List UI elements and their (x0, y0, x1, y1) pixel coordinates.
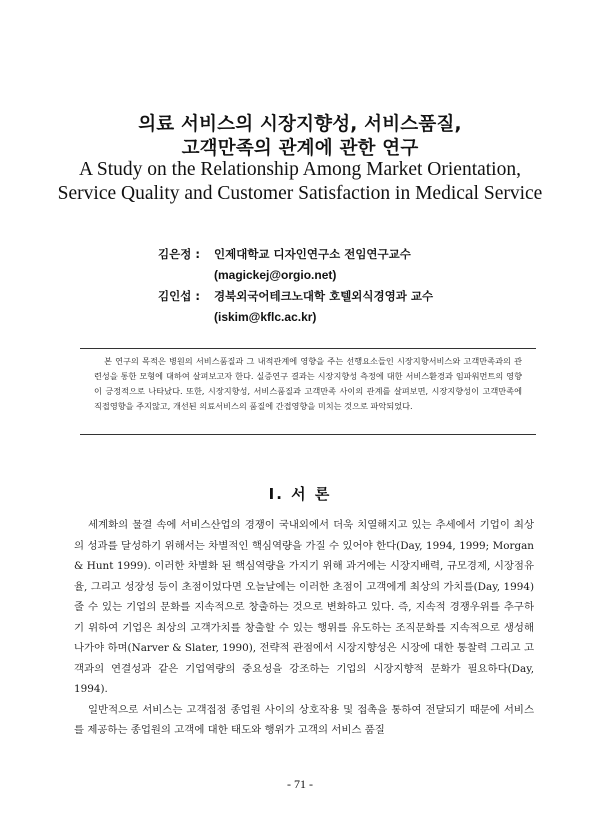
author-1 (158, 244, 433, 265)
author-2-email: (iskim@kflc.ac.kr) (214, 310, 317, 324)
author-1-name: 김은정 : (158, 247, 200, 261)
author-2-name: 김인섭 : (158, 289, 200, 303)
author-1-email: (magickej@orgio.net) (214, 268, 337, 282)
author-1-affiliation: 인제대학교 디자인연구소 전임연구교수 (214, 247, 411, 261)
body-text (74, 515, 534, 741)
author-2-affiliation: 경북외국어테크노대학 호텔외식경영과 교수 (214, 289, 434, 303)
title-korean-line-2: 고객만족의 관계에 관한 연구 (181, 138, 419, 159)
abstract-box (80, 348, 536, 435)
title-english-line-2: Service Quality and Customer Satisfaction in Medical Service (57, 183, 543, 204)
author-2 (158, 286, 433, 307)
section-heading-introduction: I. 서 론 (268, 485, 332, 503)
abstract-text: 본 연구의 목적은 병원의 서비스품질과 그 내적관계에 영향을 주는 선행요소들인 시장지향서비스와 고객만족과의 관련성을 통한 모형에 대하여 살펴보고자 한다. 실증연구 결과는 시장지향성 측정에 대한 서비스환경과 임파워먼트의 영향이 긍정적으로 나타났다. 또한, 시장지향성, 서비스품질과 고객만족 사이의 관계를 살펴보면, 시장지향성이 고객만족에 직접영향을 주지않고, 개선된 의료서비스의 품질에 간접영향을 미치는 것으로 파악되었다. (94, 356, 522, 411)
body-paragraph-1: 세계화의 물결 속에 서비스산업의 경쟁이 국내외에서 더욱 치열해지고 있는 추세에서 기업이 최상의 성과를 달성하기 위해서는 차별적인 핵심역량을 가질 수 있어야 한다(Day, 1994, 1999; Morgan & Hunt 1999). 이러한 차별화 된 핵심역량을 가지기 위해 과거에는 시장지배력, 규모경제, 시장점유율, 그리고 성장성 등이 초점이었다면 오늘날에는 이러한 초점이 고객에게 최상의 가치를(Day, 1994) 줄 수 있는 기업의 문화를 지속적으로 창출하는 것으로 변화하고 있다. 즉, 지속적 경쟁우위를 추구하기 위하여 기업은 최상의 고객가치를 창출할 수 있는 행위를 유도하는 조직문화를 지속적으로 생성해 나가야 하며(Narver & Slater, 1990), 전략적 관점에서 시장지향성은 시장에 대한 통찰력 그리고 고객과의 연결성과 같은 기업역량의 중요성을 강조하는 기업의 시장지향적 문화가 필요하다(Day, 1994). (74, 519, 534, 695)
title-english-line-1: A Study on the Relationship Among Market Orientation, (79, 159, 521, 180)
body-paragraph-2: 일반적으로 서비스는 고객접점 종업원 사이의 상호작용 및 접촉을 통하여 전달되기 때문에 서비스를 제공하는 종업원의 고객에 대한 태도와 행위가 고객의 서비스 품질 (74, 703, 534, 736)
title-korean-line-1: 의료 서비스의 시장지향성, 서비스품질, (138, 114, 462, 135)
page-number: - 71 - (287, 777, 313, 791)
author-block (158, 244, 433, 328)
